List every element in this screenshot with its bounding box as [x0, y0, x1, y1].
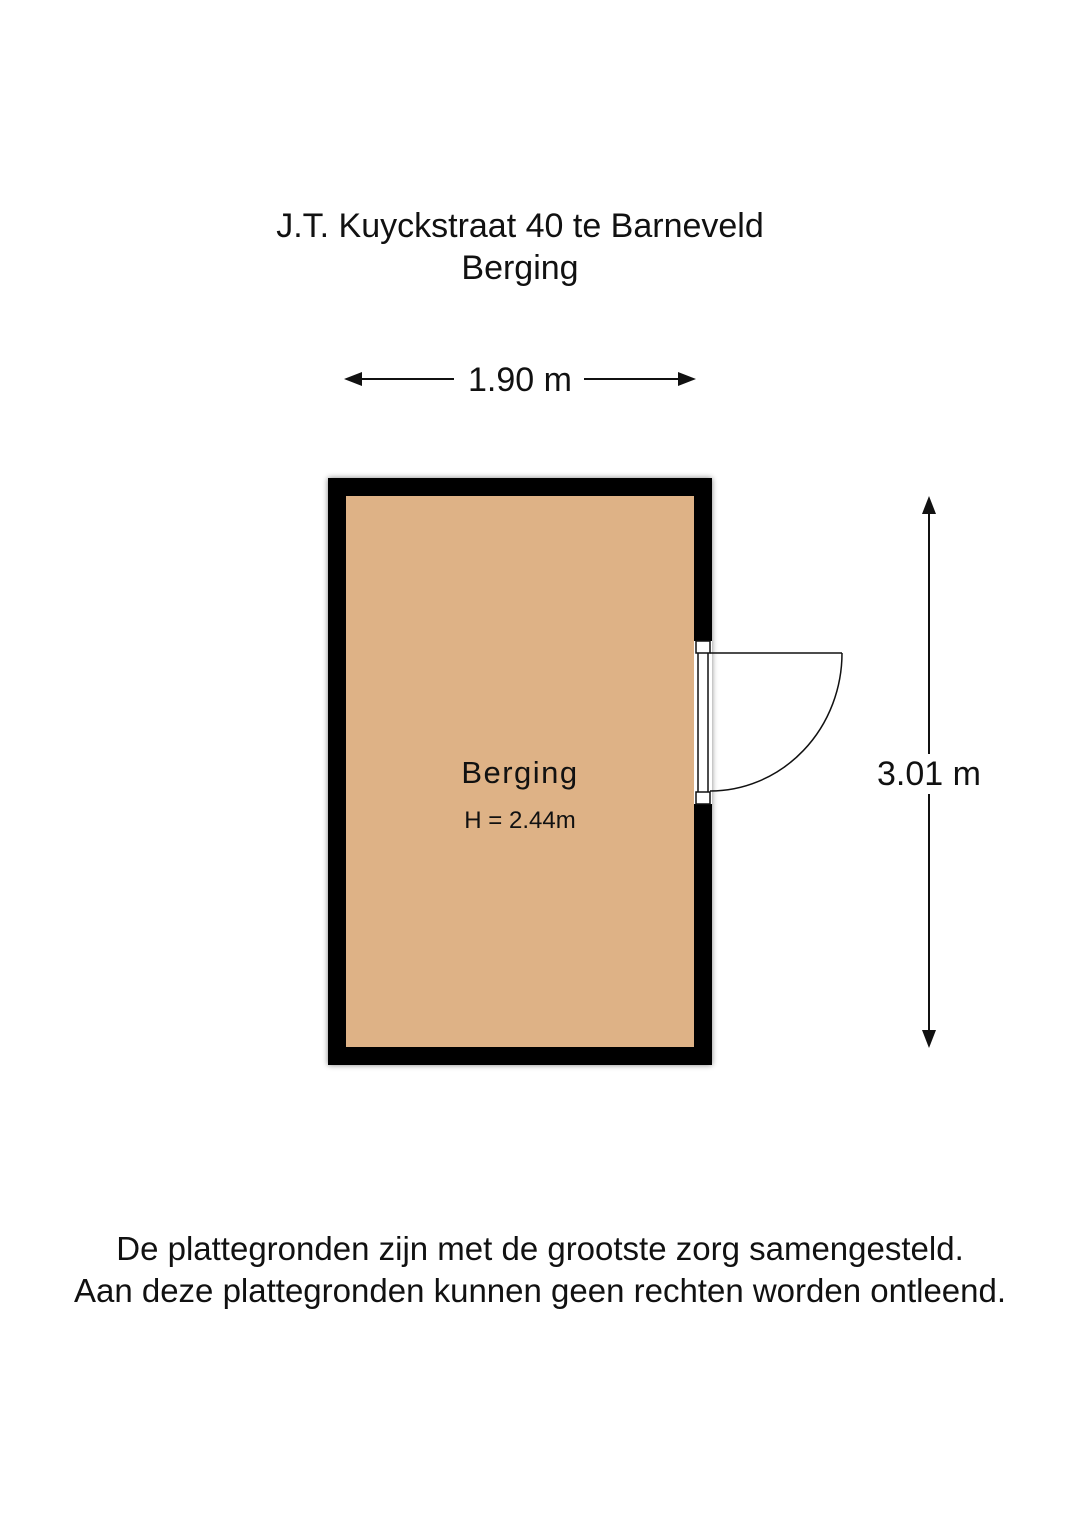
door	[694, 641, 842, 804]
room-height-label: H = 2.44m	[464, 807, 576, 834]
arrow-right-icon	[678, 372, 696, 386]
door-swing-arc	[710, 653, 842, 791]
depth-dimension-label: 3.01 m	[877, 755, 981, 793]
door-opening	[694, 641, 712, 804]
width-dimension	[344, 361, 696, 399]
floor-name: Berging	[461, 249, 579, 287]
arrow-up-icon	[922, 496, 936, 514]
width-dimension-label: 1.90 m	[468, 361, 572, 399]
depth-dimension	[877, 496, 981, 1048]
disclaimer-line-2: Aan deze plattegronden kunnen geen rechten worden ontleend.	[73, 1272, 1007, 1309]
arrow-down-icon	[922, 1030, 936, 1048]
door-frame-bottom	[696, 792, 710, 804]
disclaimer-line-1: De plattegronden zijn met de grootste zorg samengesteld.	[116, 1230, 964, 1267]
arrow-left-icon	[344, 372, 362, 386]
room-name-label: Berging	[461, 755, 579, 790]
door-frame-top	[696, 641, 710, 653]
address-title: J.T. Kuyckstraat 40 te Barneveld	[276, 207, 764, 245]
disclaimer	[0, 1228, 1080, 1312]
